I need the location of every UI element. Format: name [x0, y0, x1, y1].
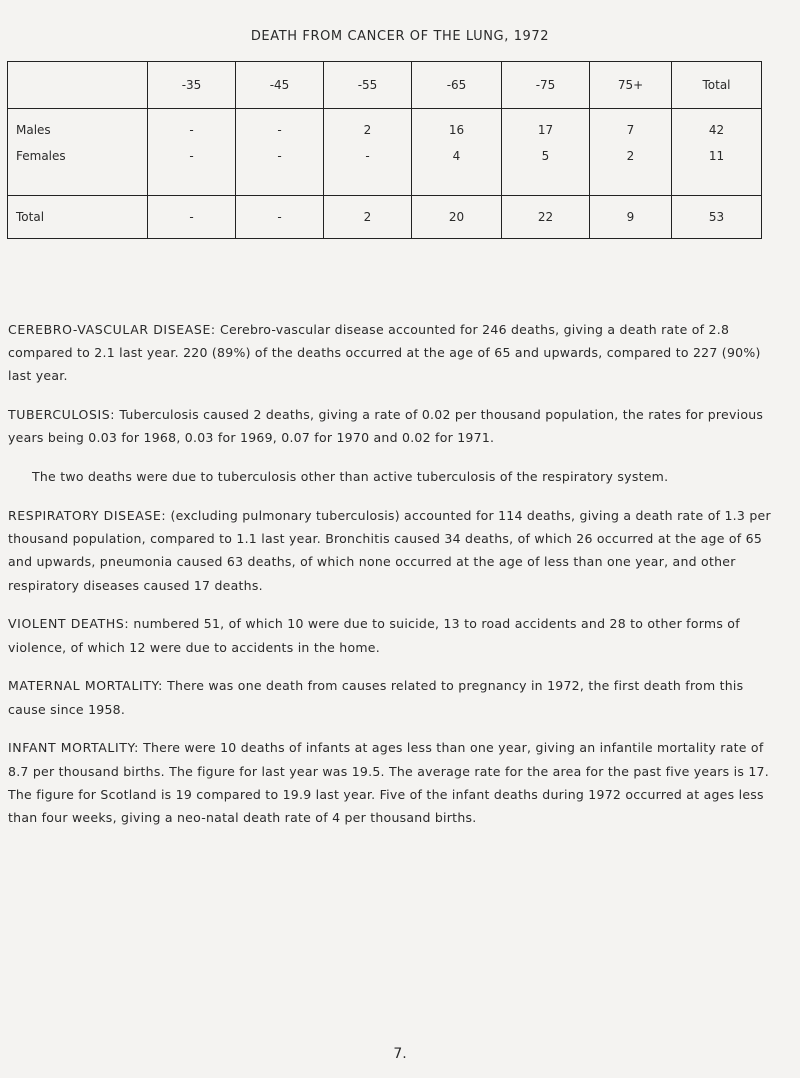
- table-header-cell: [8, 62, 148, 109]
- row-label: Females: [16, 149, 66, 163]
- table-cell: [148, 109, 236, 196]
- lung-cancer-table: [7, 61, 762, 239]
- total-label: Total: [8, 196, 148, 239]
- table-cell: [502, 109, 590, 196]
- cell-value: 7: [626, 123, 635, 137]
- section-heading: VIOLENT DEATHS:: [8, 616, 130, 632]
- table-header-cell: -45: [236, 62, 324, 109]
- page-number: 7.: [393, 1046, 407, 1062]
- table-cell: [236, 109, 324, 196]
- cell-value: -: [277, 123, 282, 137]
- cell-value: 11: [708, 149, 725, 163]
- table-header-cell: Total: [672, 62, 762, 109]
- table-total-row: [8, 196, 762, 239]
- cell-value: 4: [452, 149, 461, 163]
- paragraph-text: (excluding pulmonary tuberculosis) accounted for 114 deaths, giving a death rate of 1.3 per thousand population, compared to 1.1 last year. Bronchitis caused 34 deaths, of which 26 occurred at the age of 65 and upwards, pneumonia caused 63 deaths, of which none occurred at the age of less than one year, and other respiratory diseases caused 17 deaths.: [8, 508, 771, 593]
- section-heading: TUBERCULOSIS:: [8, 407, 116, 423]
- cell-value: 2: [626, 149, 635, 163]
- cell-value: 17: [537, 123, 554, 137]
- section-heading: MATERNAL MORTALITY:: [8, 678, 163, 694]
- paragraph-infant-mortality: [8, 736, 778, 829]
- table-cell: [590, 109, 672, 196]
- paragraph-respiratory: [8, 504, 778, 597]
- table-cell: [324, 109, 412, 196]
- table-header-cell: 75+: [590, 62, 672, 109]
- paragraph-text: There was one death from causes related to pregnancy in 1972, the first death from this cause since 1958.: [8, 678, 744, 717]
- cell-value: -: [189, 149, 194, 163]
- total-cell: 20: [412, 196, 502, 239]
- total-cell: -: [148, 196, 236, 239]
- table-header-cell: -65: [412, 62, 502, 109]
- paragraph-maternal-mortality: [8, 674, 778, 720]
- table-header-cell: -75: [502, 62, 590, 109]
- paragraph-text: numbered 51, of which 10 were due to suicide, 13 to road accidents and 28 to other forms of violence, of which 12 were due to accidents in the home.: [8, 616, 740, 655]
- cell-value: 5: [541, 149, 550, 163]
- row-labels-cell: [8, 109, 148, 196]
- total-cell: 2: [324, 196, 412, 239]
- total-cell: 22: [502, 196, 590, 239]
- section-heading: RESPIRATORY DISEASE:: [8, 508, 167, 523]
- table-header-cell: -35: [148, 62, 236, 109]
- cell-value: -: [365, 149, 370, 163]
- document-title: DEATH FROM CANCER OF THE LUNG, 1972: [250, 29, 550, 44]
- paragraph-text: Tuberculosis caused 2 deaths, giving a rate of 0.02 per thousand population, the rates for previous years being 0.03 for 1968, 0.03 for 1969, 0.07 for 1970 and 0.02 for 1971.: [8, 407, 764, 446]
- section-heading: CEREBRO-VASCULAR DISEASE:: [8, 322, 216, 337]
- cell-value: 42: [708, 123, 725, 137]
- body-text: [8, 318, 778, 845]
- table-header-cell: -55: [324, 62, 412, 109]
- paragraph-tuberculosis-note: [8, 465, 778, 488]
- table-body-row: [8, 109, 762, 196]
- total-cell: 9: [590, 196, 672, 239]
- total-cell: 53: [672, 196, 762, 239]
- table-cell: [412, 109, 502, 196]
- paragraph-text: Cerebro-vascular disease accounted for 246 deaths, giving a death rate of 2.8 compared to 2.1 last year. 220 (89%) of the deaths occurred at the age of 65 and upwards, compared to 227 (90%) last year.: [8, 322, 761, 384]
- paragraph-tuberculosis: [8, 403, 778, 449]
- cell-value: -: [189, 123, 194, 137]
- cell-value: 16: [448, 123, 465, 137]
- paragraph-violent-deaths: [8, 612, 778, 658]
- section-heading: INFANT MORTALITY:: [8, 740, 139, 756]
- row-label: Males: [16, 123, 51, 137]
- paragraph-text: There were 10 deaths of infants at ages less than one year, giving an infantile mortality rate of 8.7 per thousand births. The figure for last year was 19.5. The average rate for the area for the past five years is 17. The figure for Scotland is 19 compared to 19.9 last year. Five of the infant deaths during 1972 occurred at ages less than four weeks, giving a neo-natal death rate of 4 per thousand births.: [8, 740, 769, 826]
- paragraph-cerebro-vascular: [8, 318, 778, 388]
- table-header-row: [8, 62, 762, 109]
- table-cell: [672, 109, 762, 196]
- cell-value: 2: [363, 123, 372, 137]
- total-cell: -: [236, 196, 324, 239]
- cell-value: -: [277, 149, 282, 163]
- paragraph-text: The two deaths were due to tuberculosis other than active tuberculosis of the respiratory system.: [32, 469, 669, 485]
